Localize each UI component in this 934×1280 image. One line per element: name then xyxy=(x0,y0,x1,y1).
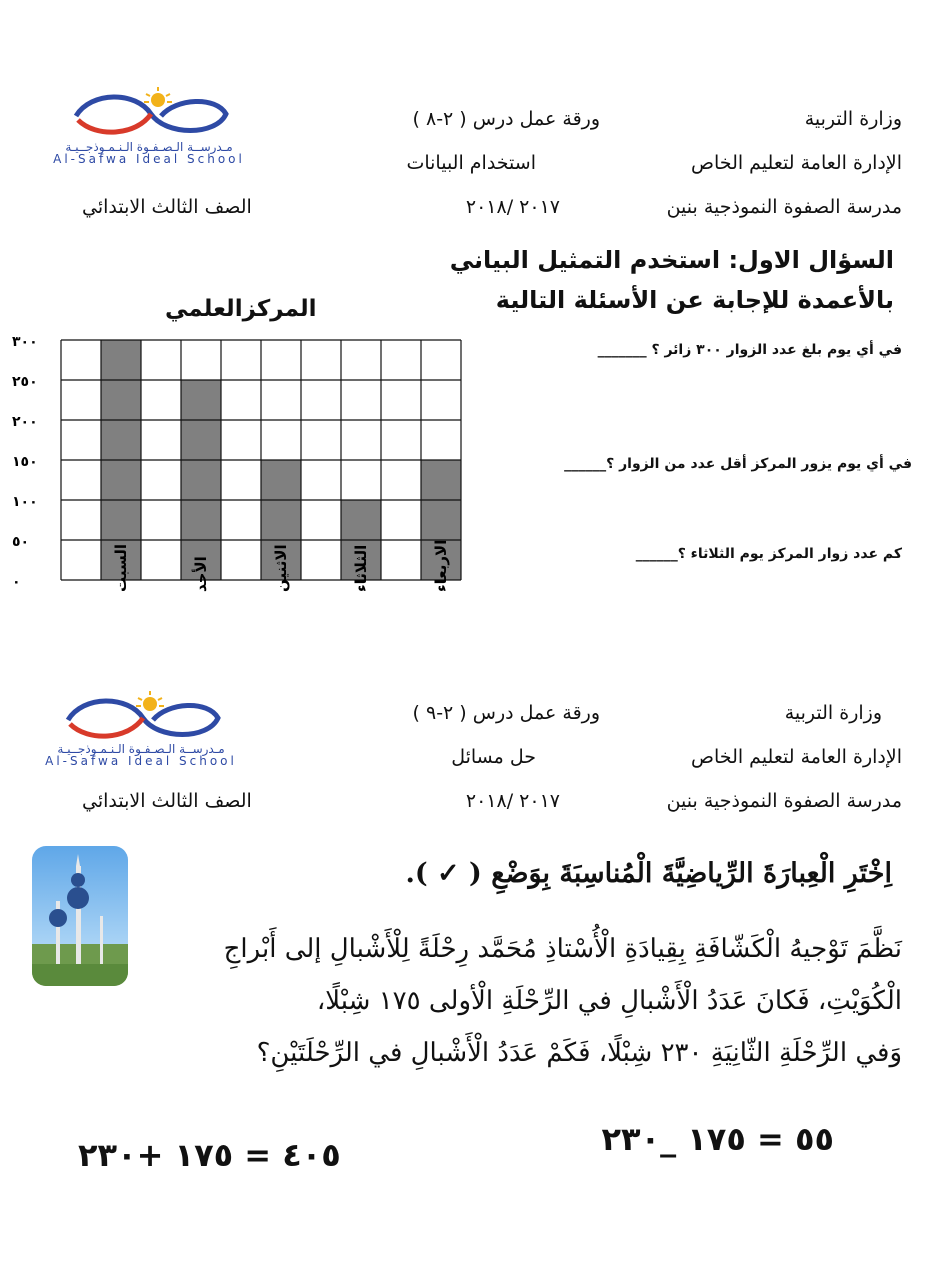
school-logo-icon-2 xyxy=(58,690,228,744)
question-3: كم عدد زوار المركز يوم الثلاثاء ؟______ xyxy=(635,546,902,562)
lesson-label-2: ورقة عمل درس ( ٢-٩ ) xyxy=(412,702,600,724)
y-tick-label: ٣٠٠ xyxy=(12,334,38,350)
problem-line-2: الْكُوَيْتِ، فَكانَ عَدَدُ الْأَشْبالِ في الرِّحْلَةِ الْأولى ١٧٥ شِبْلًا، xyxy=(316,986,902,1016)
topic-label: استخدام البيانات xyxy=(406,152,536,174)
school-label-2: مدرسة الصفوة النموذجية بنين xyxy=(666,790,902,812)
y-tick-label: ٢٠٠ xyxy=(12,414,38,430)
logo-2 xyxy=(20,690,265,770)
question-2: في أي يوم يزور المركز أقل عدد من الزوار ؟______ xyxy=(564,456,912,472)
instruction-text xyxy=(405,858,892,889)
logo xyxy=(28,86,273,166)
x-category-label: الاثنين xyxy=(272,544,290,592)
lesson-label: ورقة عمل درس ( ٢-٨ ) xyxy=(412,108,600,130)
problem-line-3: وَفي الرِّحْلَةِ الثّانِيَةِ ٢٣٠ شِبْلًا، فَكَمْ عَدَدُ الْأَشْبالِ في الرِّحْلَتَيْنِ؟ xyxy=(256,1038,902,1068)
bar-2 xyxy=(181,380,221,580)
instruction-label: اِخْتَرِ الْعِبارَةَ الرِّياضِيَّةَ الْمُناسِبَةَ بِوَضْعِ ( ✓ ). xyxy=(405,858,892,889)
question-1: في أي يوم بلغ عدد الزوار ٣٠٠ زائر ؟ _______ xyxy=(597,342,902,358)
school-label: مدرسة الصفوة النموذجية بنين xyxy=(666,196,902,218)
question-title-line2: بالأعمدة للإجابة عن الأسئلة التالية xyxy=(495,286,894,314)
equation-add: ٤٠٥ = ١٧٥ +٢٣٠ xyxy=(78,1136,341,1174)
department-label: الإدارة العامة لتعليم الخاص xyxy=(691,152,902,174)
ministry-label: وزارة التربية xyxy=(804,108,902,130)
x-category-label: الاربعاء xyxy=(432,539,450,592)
logo-english-text-2: Al-Safwa Ideal School xyxy=(45,754,237,768)
y-tick-label: ٥٠ xyxy=(12,534,30,550)
x-category-label: السبت xyxy=(112,543,130,592)
chart-title: المركزالعلمي xyxy=(165,296,317,322)
x-category-label: الثلاثاء xyxy=(352,544,370,592)
department-label-2: الإدارة العامة لتعليم الخاص xyxy=(691,746,902,768)
problem-line-1: نَظَّمَ تَوْجيهُ الْكَشّافَةِ بِقِيادَةِ الْأُسْتاذِ مُحَمَّد رِحْلَةً لِلْأَشْبالِ إلى أَبْراجِ xyxy=(223,934,902,964)
logo-arabic-text-2: مـدرســة الـصـفـوة الـنـمـوذجــيـة xyxy=(57,742,225,756)
equation-subtract: ٥٥ = ١٧٥ _٢٣٠ xyxy=(601,1120,834,1158)
grade-label-2: الصف الثالث الابتدائي xyxy=(82,790,252,812)
towers-icon xyxy=(32,846,128,986)
y-tick-label: ٠ xyxy=(12,574,21,590)
grade-label: الصف الثالث الابتدائي xyxy=(82,196,252,218)
year-label: ٢٠١٧ /٢٠١٨ xyxy=(465,196,560,218)
year-label-2: ٢٠١٧ /٢٠١٨ xyxy=(465,790,560,812)
x-category-label: الأحد xyxy=(192,556,210,592)
logo-english-text: Al-Safwa Ideal School xyxy=(53,152,245,166)
y-tick-label: ٢٥٠ xyxy=(12,374,38,390)
logo-arabic-text: مـدرســة الـصـفـوة الـنـمـوذجــيـة xyxy=(65,140,233,154)
topic-label-2: حل مسائل xyxy=(451,746,536,768)
y-tick-label: ١٠٠ xyxy=(12,494,38,510)
y-tick-label: ١٥٠ xyxy=(12,454,38,470)
bar-chart xyxy=(0,330,480,660)
school-logo-icon xyxy=(66,86,236,140)
kuwait-towers-image xyxy=(32,846,128,986)
ministry-label-2: وزارة التربية xyxy=(784,702,882,724)
question-title-line1: السؤال الاول: استخدم التمثيل البياني xyxy=(449,246,894,274)
